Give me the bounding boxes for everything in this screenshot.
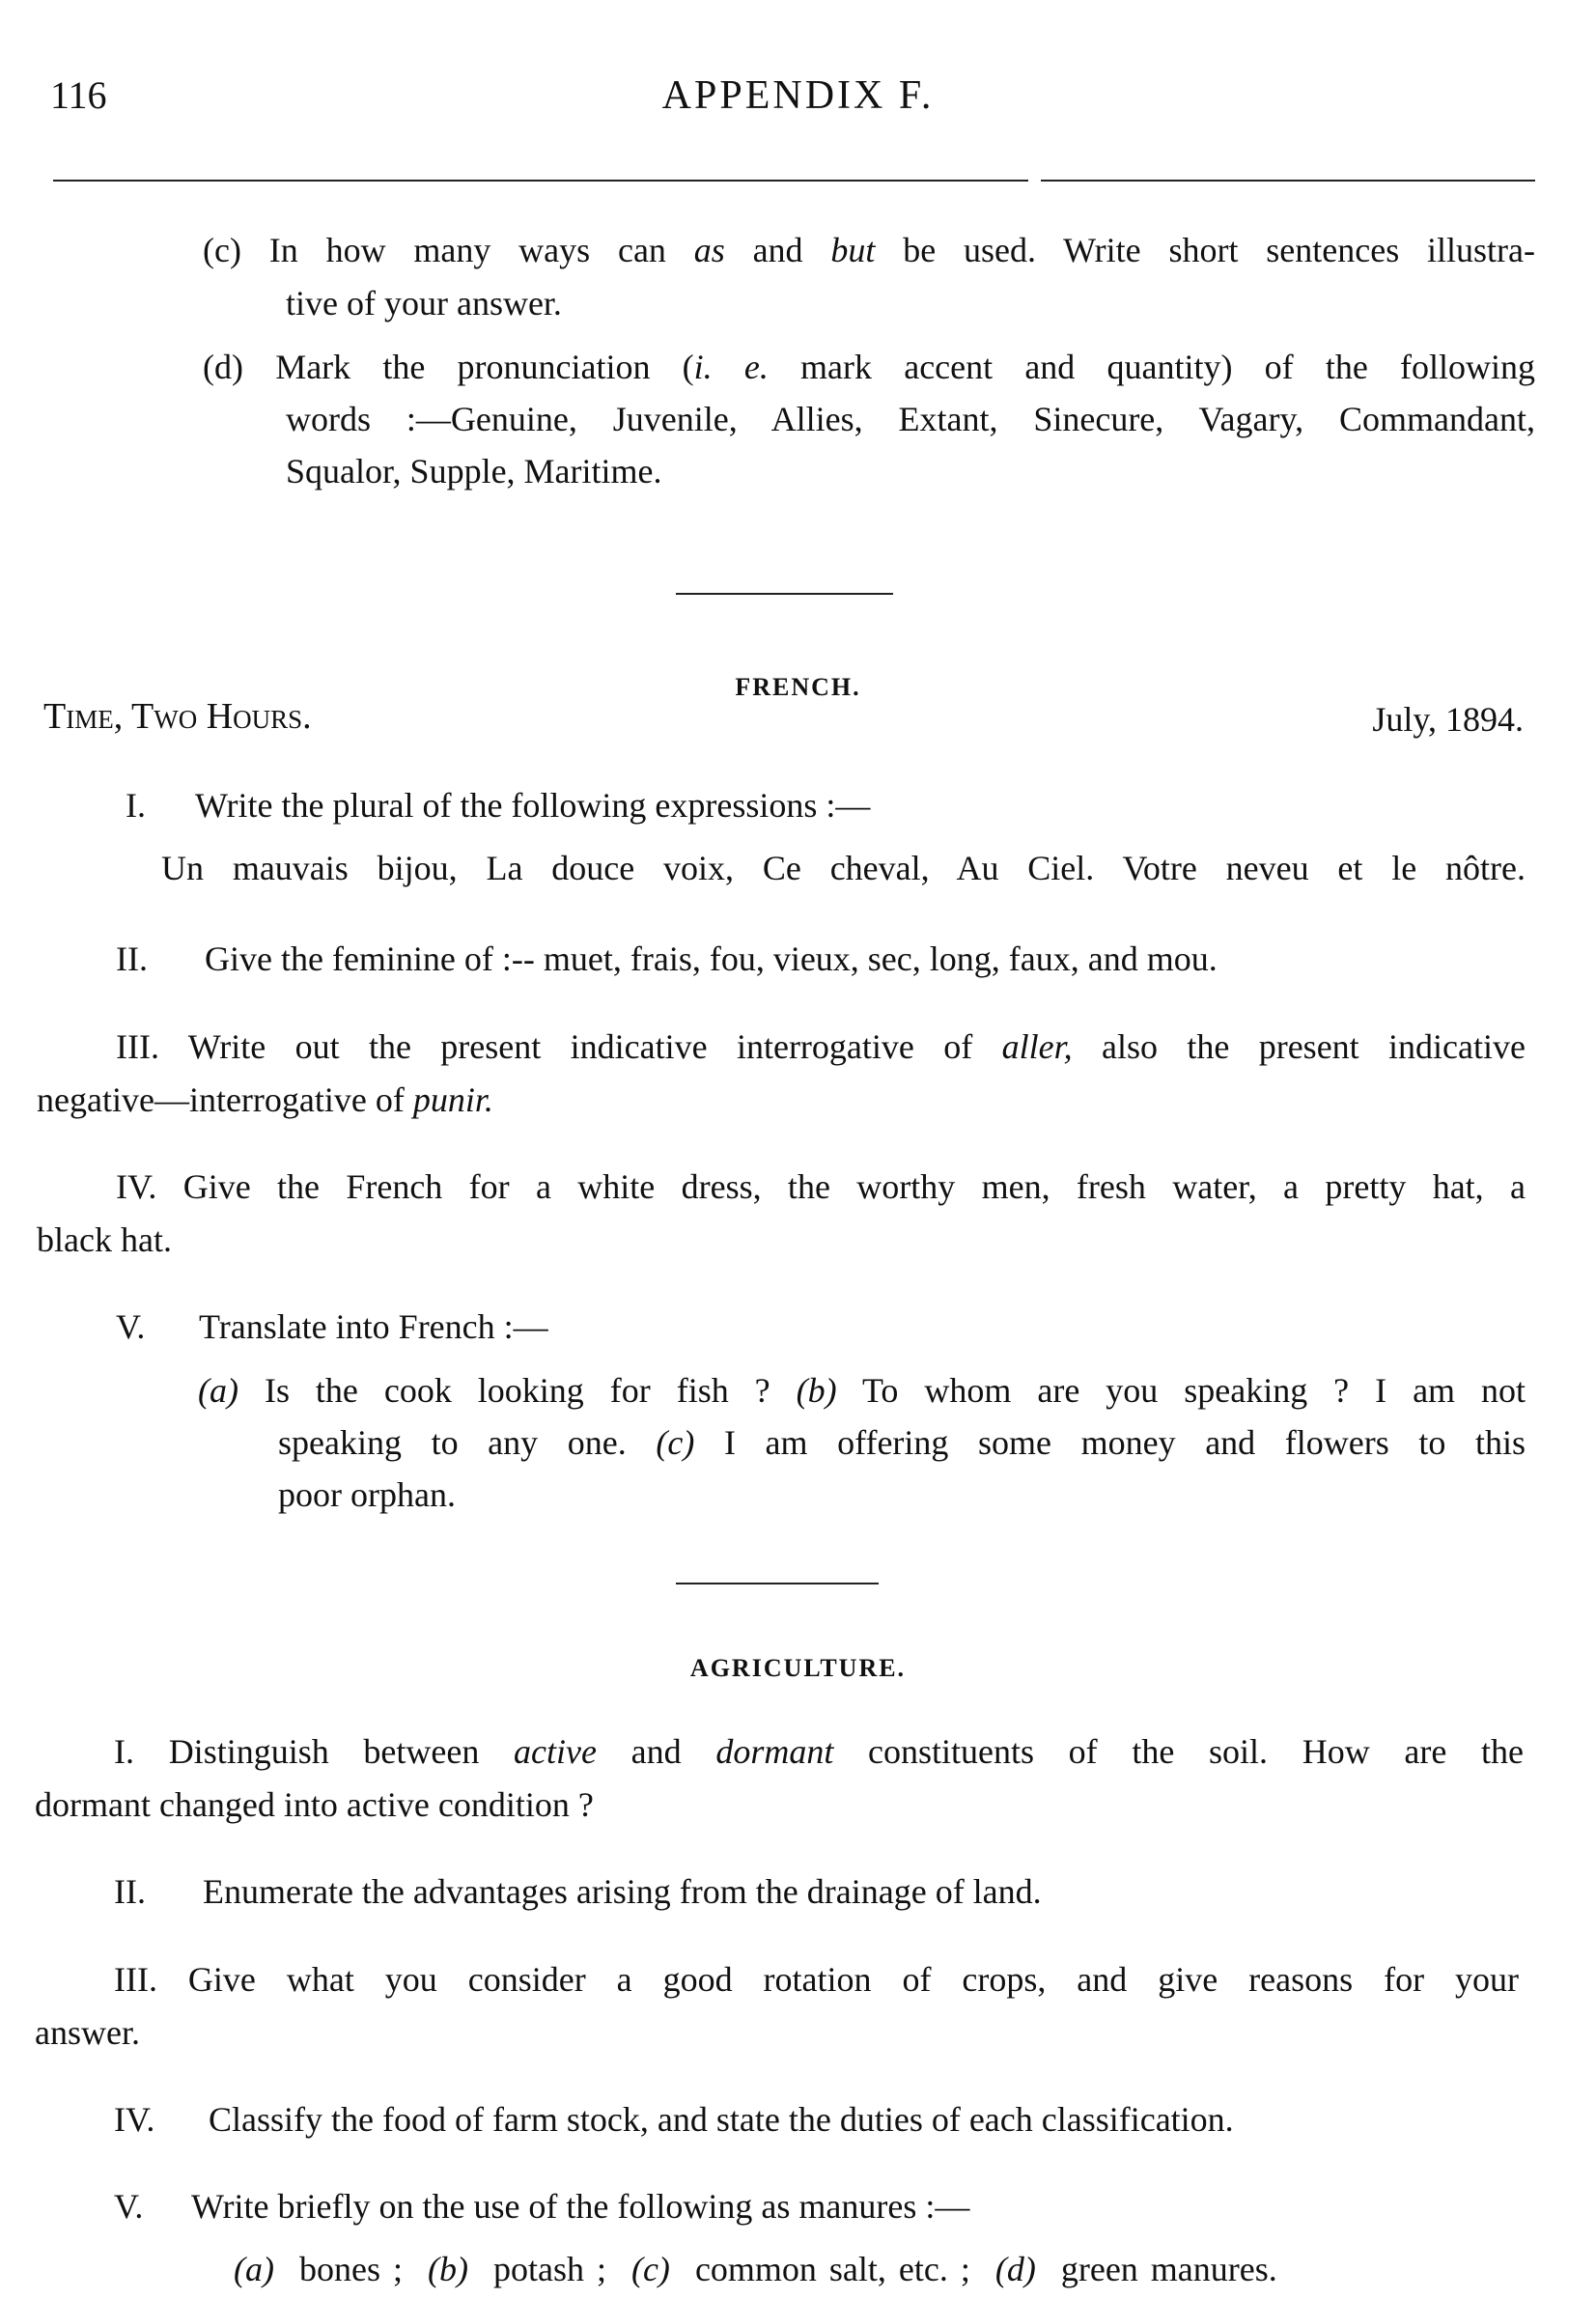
d-line1-pre: Mark the pronunciation ( (275, 348, 694, 386)
agriculture-q5-b-label: (b) (427, 2250, 468, 2288)
french-q5-parts-line1 (198, 1370, 1526, 1411)
english-question-d-line2: words :—Genuine, Juvenile, Allies, Extant, Sinecure, Vagary, Commandant, (286, 400, 1535, 438)
french-q5-line3: poor orphan. (278, 1475, 456, 1514)
french-q4-line2: black hat. (37, 1220, 172, 1259)
page-number: 116 (50, 73, 107, 117)
french-q5-c-text: I am offering some money and flowers to this (723, 1423, 1526, 1462)
french-q3-line2 (37, 1079, 493, 1120)
word-but: but (830, 231, 876, 269)
agriculture-q2 (114, 1871, 1042, 1912)
french-q2-text: Give the feminine of :-- muet, frais, fou, vieux, sec, long, faux, and mou. (205, 939, 1218, 978)
d-line1-post: mark accent and quantity) of the following (768, 348, 1536, 386)
agriculture-q5-a-label: (a) (234, 2250, 274, 2288)
english-question-d-line3: Squalor, Supple, Maritime. (286, 452, 662, 491)
french-q5-number: V. (116, 1307, 146, 1346)
word-aller: aller, (1001, 1027, 1073, 1066)
agriculture-q1 (114, 1731, 1524, 1772)
french-q5 (116, 1306, 548, 1347)
agriculture-q5-c-text: common salt, etc. ; (694, 2250, 970, 2288)
agriculture-q4-text: Classify the food of farm stock, and state the duties of each classification. (209, 2100, 1234, 2139)
word-ie: i. e. (693, 348, 769, 386)
agriculture-q3 (114, 1959, 1519, 2000)
section-divider (676, 593, 893, 595)
french-q5-b-text: To whom are you speaking ? I am not (861, 1371, 1526, 1410)
word-and: and (724, 231, 831, 269)
french-q4-text: Give the French for a white dress, the worthy men, fresh water, a pretty hat, a (182, 1167, 1526, 1206)
french-q3-line2-pre: negative—interrogative of (37, 1080, 413, 1119)
french-section-title: FRENCH. (735, 673, 861, 701)
word-dormant: dormant (715, 1732, 834, 1771)
word-active: active (514, 1732, 597, 1771)
agriculture-q4 (114, 2099, 1234, 2140)
agriculture-q1-line2: dormant changed into active condition ? (35, 1785, 594, 1824)
agriculture-q2-number: II. (114, 1872, 146, 1911)
word-as: as (693, 231, 725, 269)
english-question-c (203, 230, 1535, 270)
c-line1-pre: In how many ways can (268, 231, 694, 269)
french-q5-parts-line2 (278, 1422, 1526, 1463)
french-q3-post: also the present indicative (1072, 1027, 1526, 1066)
french-q5-b-label: (b) (796, 1371, 837, 1410)
running-head: APPENDIX F. (661, 73, 935, 118)
french-q3 (116, 1026, 1526, 1067)
french-q3-pre: Write out the present indicative interrogative of (187, 1027, 1002, 1066)
agriculture-q3-line2: answer. (35, 2013, 140, 2052)
c-line1-post: be used. Write short sentences illustra- (875, 231, 1535, 269)
french-q3-number: III. (116, 1027, 159, 1066)
french-q1-text: Write the plural of the following expressions :— (195, 786, 871, 825)
section-divider (676, 1583, 879, 1584)
label-c: (c) (203, 231, 241, 269)
word-punir: punir. (412, 1080, 493, 1119)
agriculture-q5-b-text: potash ; (492, 2250, 606, 2288)
french-q5-a-text: Is the cook looking for fish ? (264, 1371, 770, 1410)
french-q1 (126, 785, 870, 826)
exam-date: July, 1894. (1372, 700, 1524, 739)
agriculture-q5-c-label: (c) (630, 2250, 670, 2288)
agriculture-q5-d-text: green manures. (1060, 2250, 1277, 2288)
agriculture-section-title: AGRICULTURE. (689, 1654, 907, 1682)
agriculture-q2-text: Enumerate the advantages arising from the drainage of land. (203, 1872, 1042, 1911)
agriculture-q5 (114, 2186, 969, 2227)
french-q5-text: Translate into French :— (199, 1307, 548, 1346)
header-rule-right (1041, 180, 1535, 182)
label-d: (d) (203, 348, 243, 386)
french-q4 (116, 1166, 1526, 1207)
french-q1-line2: Un mauvais bijou, La douce voix, Ce cheval, Au Ciel. Votre neveu et le nôtre. (161, 849, 1526, 887)
agriculture-q1-and: and (596, 1732, 716, 1771)
time-allowed: Time, Two Hours. (43, 696, 312, 737)
agriculture-q5-parts (234, 2249, 1277, 2289)
agriculture-q5-text: Write briefly on the use of the following as manures :— (191, 2187, 970, 2226)
french-q1-number: I. (126, 786, 146, 825)
french-q4-number: IV. (116, 1167, 157, 1206)
agriculture-q5-number: V. (114, 2187, 144, 2226)
french-q5-line2-pre: speaking to any one. (278, 1423, 627, 1462)
header-rule-left (53, 180, 1028, 182)
agriculture-q1-pre: Distinguish between (168, 1732, 515, 1771)
french-q5-a-label: (a) (198, 1371, 238, 1410)
agriculture-q3-text: Give what you consider a good rotation of crops, and give reasons for your (187, 1960, 1520, 1999)
english-question-c-line2: tive of your answer. (286, 284, 562, 322)
agriculture-q5-d-label: (d) (994, 2250, 1036, 2288)
french-q5-c-label: (c) (656, 1423, 695, 1462)
agriculture-q1-post: constituents of the soil. How are the (833, 1732, 1524, 1771)
agriculture-q5-a-text: bones ; (298, 2250, 403, 2288)
french-q2 (116, 939, 1218, 979)
agriculture-q4-number: IV. (114, 2100, 155, 2139)
agriculture-q3-number: III. (114, 1960, 157, 1999)
agriculture-q1-number: I. (114, 1732, 134, 1771)
english-question-d (203, 347, 1535, 387)
french-q2-number: II. (116, 939, 148, 978)
